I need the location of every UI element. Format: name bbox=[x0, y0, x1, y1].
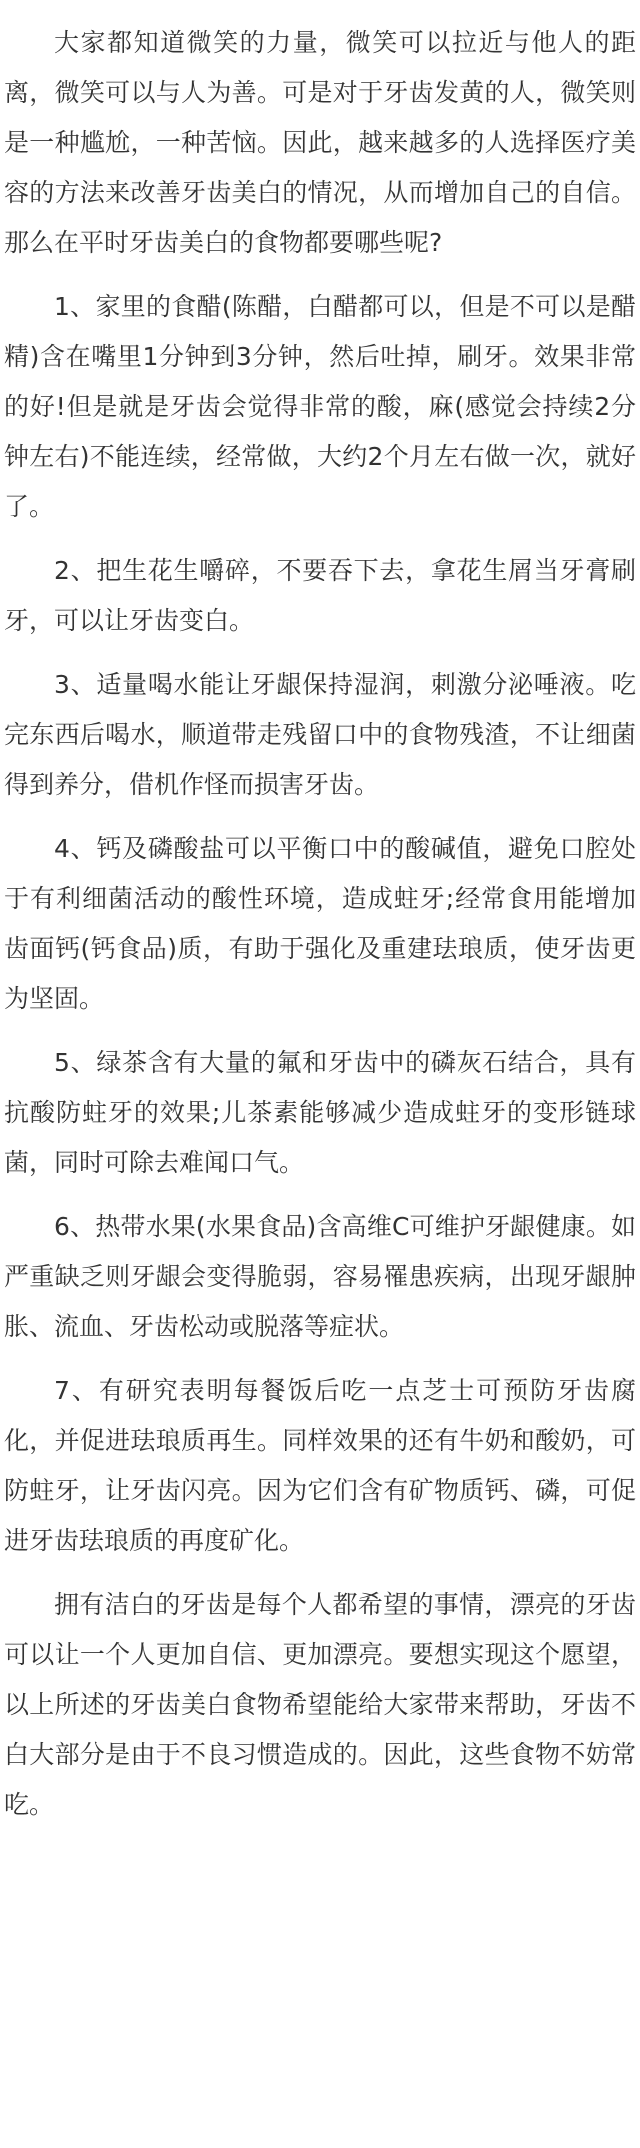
tip-4-paragraph: 4、钙及磷酸盐可以平衡口中的酸碱值，避免口腔处于有利细菌活动的酸性环境，造成蛀牙;经常食用能增加齿面钙(钙食品)质，有助于强化及重建珐琅质，使牙齿更为坚固。 bbox=[4, 834, 636, 1013]
intro-paragraph: 大家都知道微笑的力量，微笑可以拉近与他人的距离，微笑可以与人为善。可是对于牙齿发黄的人，微笑则是一种尴尬，一种苦恼。因此，越来越多的人选择医疗美容的方法来改善牙齿美白的情况，从而增加自己的自信。那么在平时牙齿美白的食物都要哪些呢? bbox=[4, 28, 636, 257]
tip-3-paragraph: 3、适量喝水能让牙龈保持湿润，刺激分泌唾液。吃完东西后喝水，顺道带走残留口中的食物残渣，不让细菌得到养分，借机作怪而损害牙齿。 bbox=[4, 670, 636, 799]
tip-7-paragraph: 7、有研究表明每餐饭后吃一点芝士可预防牙齿腐化，并促进珐琅质再生。同样效果的还有牛奶和酸奶，可防蛀牙，让牙齿闪亮。因为它们含有矿物质钙、磷，可促进牙齿珐琅质的再度矿化。 bbox=[4, 1376, 636, 1555]
tip-1-paragraph: 1、家里的食醋(陈醋，白醋都可以，但是不可以是醋精)含在嘴里1分钟到3分钟，然后吐掉，刷牙。效果非常的好!但是就是牙齿会觉得非常的酸，麻(感觉会持续2分钟左右)不能连续，经常做，大约2个月左右做一次，就好了。 bbox=[4, 292, 636, 521]
tip-5-paragraph: 5、绿茶含有大量的氟和牙齿中的磷灰石结合，具有抗酸防蛀牙的效果;儿茶素能够减少造成蛀牙的变形链球菌，同时可除去难闻口气。 bbox=[4, 1048, 636, 1177]
conclusion-paragraph: 拥有洁白的牙齿是每个人都希望的事情，漂亮的牙齿可以让一个人更加自信、更加漂亮。要想实现这个愿望，以上所述的牙齿美白食物希望能给大家带来帮助，牙齿不白大部分是由于不良习惯造成的。因此，这些食物不妨常吃。 bbox=[4, 1590, 636, 1819]
tip-6-paragraph: 6、热带水果(水果食品)含高维C可维护牙龈健康。如严重缺乏则牙龈会变得脆弱，容易罹患疾病，出现牙龈肿胀、流血、牙齿松动或脱落等症状。 bbox=[4, 1212, 636, 1341]
tip-2-paragraph: 2、把生花生嚼碎，不要吞下去，拿花生屑当牙膏刷牙，可以让牙齿变白。 bbox=[4, 556, 636, 635]
